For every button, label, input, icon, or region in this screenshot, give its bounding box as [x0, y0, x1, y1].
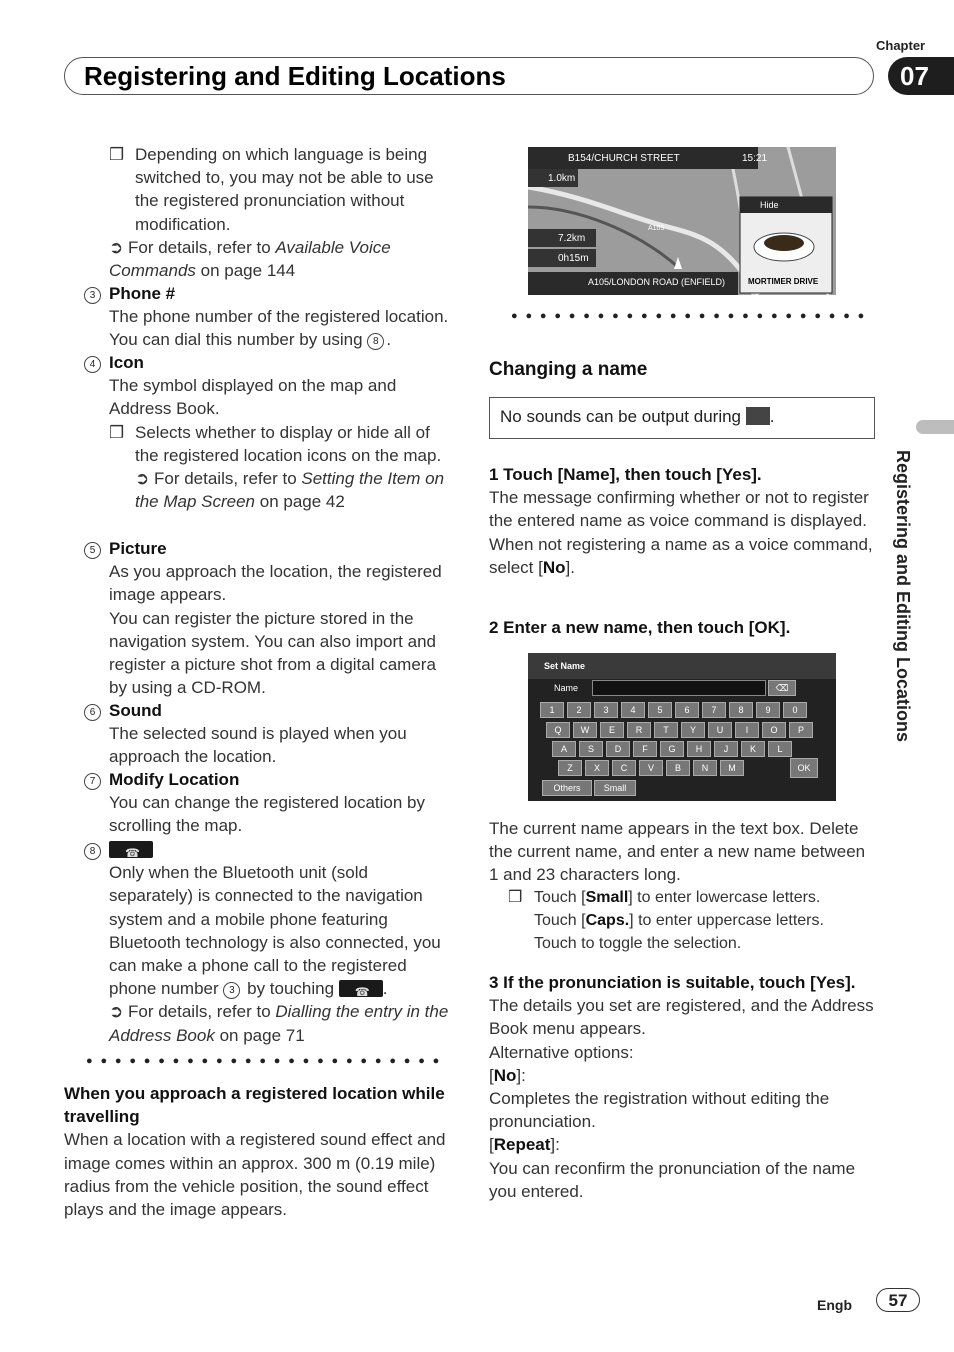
key-g[interactable]: G — [660, 741, 684, 757]
item8: ☎ Only when the Bluetooth unit (sold separately) is connected to the navigation system and a mobile phone featuring Bluetooth technology is also connected, you can make a phone call to the registered phone number 3 by touching ☎ . ➲ For details, refer to Dialling the entry in the Address Book on page 71 — [109, 838, 454, 1047]
picture-caption: MORTIMER DRIVE — [748, 277, 819, 286]
item4: Icon The symbol displayed on the map and Address Book. ❒ Selects whether to display or hide all of the registered location icons on the map. ➲ For details, refer to Setting the Item on the Map Screen on page 42 — [109, 353, 445, 512]
page-title: Registering and Editing Locations — [84, 61, 506, 91]
section-divider: ●●●●●●●●●●●●●●●●●●●●●●●●● — [511, 310, 873, 322]
key-i[interactable]: I — [735, 722, 759, 738]
key-w[interactable]: W — [573, 722, 597, 738]
key-2[interactable]: 2 — [567, 702, 591, 718]
key-9[interactable]: 9 — [756, 702, 780, 718]
hide-button[interactable]: Hide — [760, 200, 779, 210]
map-distance-2: 7.2km — [558, 233, 586, 244]
item3-num: 3 — [84, 282, 103, 305]
key-c[interactable]: C — [612, 760, 636, 776]
key-j[interactable]: J — [714, 741, 738, 757]
step1: 1 Touch [Name], then touch [Yes]. The message confirming whether or not to register the entered name as voice command is displayed. When not registering a name as a voice command, select [No]. — [489, 465, 873, 577]
key-p[interactable]: P — [789, 722, 813, 738]
chapter-label: Chapter — [876, 38, 926, 53]
key-6[interactable]: 6 — [675, 702, 699, 718]
key-k[interactable]: K — [741, 741, 765, 757]
key-3[interactable]: 3 — [594, 702, 618, 718]
page-number: 57 — [876, 1288, 920, 1312]
ref-link[interactable]: Setting the Item on the Map Screen — [135, 469, 445, 512]
item6: Sound The selected sound is played when you approach the location. — [109, 701, 407, 767]
step2-body: The current name appears in the text box. Delete the current name, and enter a new name between 1 and 23 characters long. — [489, 819, 866, 885]
key-t[interactable]: T — [654, 722, 678, 738]
item5: Picture As you approach the location, the registered image appears. You can register the picture stored in the navigation system. You can also import and register a picture shot from a digital camera by using a CD-ROM. — [109, 539, 442, 698]
key-5[interactable]: 5 — [648, 702, 672, 718]
key-4[interactable]: 4 — [621, 702, 645, 718]
key-z[interactable]: Z — [558, 760, 582, 776]
item5-num: 5 — [84, 537, 103, 560]
item6-num: 6 — [84, 699, 103, 722]
item7: Modify Location You can change the registered location by scrolling the map. — [109, 770, 425, 836]
key-e[interactable]: E — [600, 722, 624, 738]
ok-key[interactable]: OK — [790, 758, 818, 778]
key-b[interactable]: B — [666, 760, 690, 776]
key-u[interactable]: U — [708, 722, 732, 738]
key-o[interactable]: O — [762, 722, 786, 738]
changing-name-heading: Changing a name — [489, 359, 648, 380]
map-time: 15:21 — [742, 153, 768, 164]
note-language: ❒ Depending on which language is being switched to, you may not be able to use the registered pronunciation without modification. — [109, 145, 434, 234]
key-s[interactable]: S — [579, 741, 603, 757]
left-column-top — [109, 143, 454, 282]
arrow-icon: ➲ — [135, 469, 150, 489]
approach-section: When you approach a registered location while travelling When a location with a registered sound effect and image comes within an approx. 300 m (0.19 mile) radius from the vehicle position, the sound effect plays and the image appears. — [64, 1084, 446, 1220]
arrow-icon: ➲ — [109, 1002, 124, 1022]
map-street: B154/CHURCH STREET — [568, 153, 680, 164]
key-1[interactable]: 1 — [540, 702, 564, 718]
small-key[interactable]: Small — [594, 780, 636, 796]
step2-title: 2 Enter a new name, then touch [OK]. — [489, 618, 791, 637]
others-key[interactable]: Others — [542, 780, 592, 796]
key-7[interactable]: 7 — [702, 702, 726, 718]
keyboard-title: Set Name — [544, 661, 586, 671]
note-box: No sounds can be output during . — [489, 397, 875, 439]
map-bottom-street: A105/LONDON ROAD (ENFIELD) — [588, 277, 726, 287]
map-distance-1: 1.0km — [548, 173, 576, 184]
key-n[interactable]: N — [693, 760, 717, 776]
phone-icon — [339, 980, 383, 997]
phone-icon — [109, 841, 153, 858]
map-graphic — [528, 147, 836, 295]
name-input[interactable] — [592, 680, 766, 696]
ref-link[interactable]: Dialling the entry in the Address Book — [109, 1002, 449, 1045]
key-8[interactable]: 8 — [729, 702, 753, 718]
name-label: Name — [554, 683, 579, 693]
section-divider: ●●●●●●●●●●●●●●●●●●●●●●●●● — [86, 1055, 448, 1067]
map-road-code: A105 — [648, 225, 665, 232]
ref-voice-commands: ➲ For details, refer to Available Voice Commands on page 144 — [109, 237, 391, 281]
item8-num: 8 — [84, 838, 103, 861]
map-screenshot — [528, 147, 836, 295]
key-x[interactable]: X — [585, 760, 609, 776]
key-h[interactable]: H — [687, 741, 711, 757]
map-eta: 0h15m — [558, 253, 589, 264]
ref-link[interactable]: Available Voice Commands — [109, 237, 391, 281]
item3: Phone # The phone number of the registered location. You can dial this number by using 8 . — [109, 284, 449, 350]
key-l[interactable]: L — [768, 741, 792, 757]
item7-num: 7 — [84, 768, 103, 791]
side-title: Registering and Editing Locations — [893, 450, 913, 743]
key-q[interactable]: Q — [546, 722, 570, 738]
chapter-number: 07 — [888, 57, 954, 95]
backspace-key[interactable]: ⌫ — [768, 680, 796, 696]
key-a[interactable]: A — [552, 741, 576, 757]
key-0[interactable]: 0 — [783, 702, 807, 718]
keyboard-screenshot — [528, 653, 836, 801]
key-v[interactable]: V — [639, 760, 663, 776]
step3: 3 If the pronunciation is suitable, touch [Yes]. The details you set are registered, and the Address Book menu appears. Alternative options: [No]: Completes the registration without editing the pronunciation. [Repeat]: You can reconfirm the pronunciation of the name you entered. — [489, 973, 874, 1201]
key-r[interactable]: R — [627, 722, 651, 738]
key-f[interactable]: F — [633, 741, 657, 757]
key-m[interactable]: M — [720, 760, 744, 776]
key-d[interactable]: D — [606, 741, 630, 757]
side-tab — [916, 420, 954, 434]
item4-num: 4 — [84, 351, 103, 374]
key-y[interactable]: Y — [681, 722, 705, 738]
step2-notes: ❒ Touch [Small] to enter lowercase letters. Touch [Caps.] to enter uppercase letters. Touch to toggle the selection. — [508, 889, 824, 953]
footer-language: Engb — [817, 1297, 852, 1313]
sound-icon — [746, 407, 770, 425]
arrow-icon: ➲ — [109, 237, 124, 257]
